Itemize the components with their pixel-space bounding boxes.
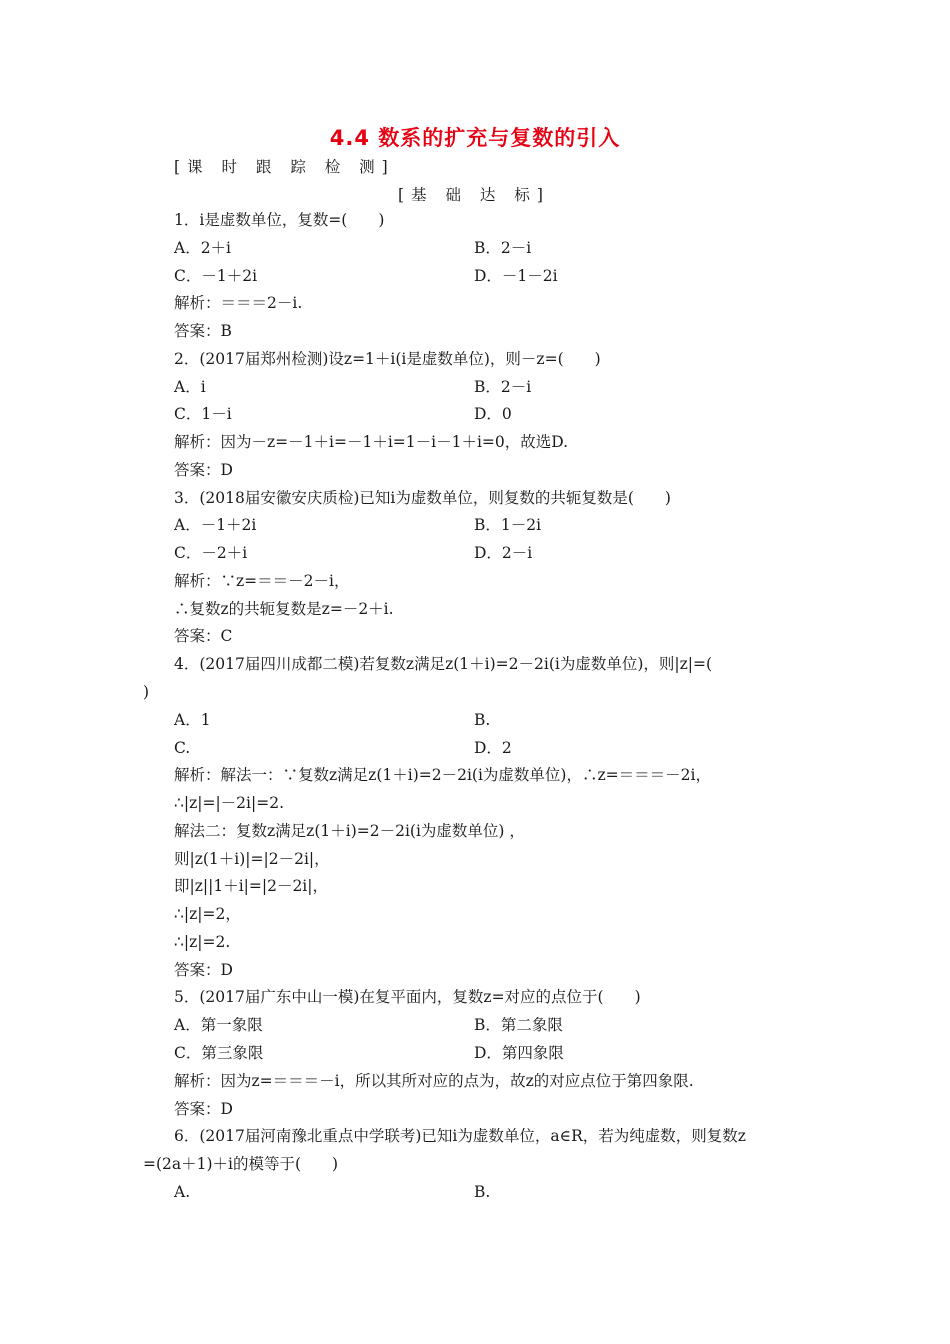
q4-option-c: C. (174, 739, 191, 757)
q4-analysis-line-6: ∴|z|=2， (174, 905, 241, 923)
page-title: 4.4 数系的扩充与复数的引入 (329, 126, 621, 150)
q2-option-b: B．2－i (474, 378, 532, 396)
q2-analysis: 解析：因为－z=－1＋i=－1＋i=1－i－1＋i=0，故选D. (174, 433, 569, 451)
q2-option-c: C．1－i (174, 405, 232, 423)
q1-stem: 1．i是虚数单位，复数=( ) (174, 211, 385, 229)
q4-stem-line-2: ) (143, 683, 150, 701)
q1-analysis: 解析：＝＝＝2－i. (174, 294, 303, 312)
q3-answer: 答案：C (174, 627, 233, 645)
q2-option-d: D．0 (474, 405, 512, 423)
q2-stem: 2．(2017届郑州检测)设z=1＋i(i是虚数单位)，则－z=( ) (174, 350, 601, 368)
q3-option-d: D．2－i (474, 544, 533, 562)
q4-analysis-line-4: 则|z(1＋i)|=|2－2i|， (174, 850, 330, 868)
q4-analysis-line-7: ∴|z|=2. (174, 933, 231, 951)
q5-analysis: 解析：因为z=＝＝＝－i，所以其所对应的点为，故z的对应点位于第四象限. (174, 1072, 694, 1090)
q1-answer: 答案：B (174, 322, 232, 340)
q6-stem-line-1: 6．(2017届河南豫北重点中学联考)已知i为虚数单位，a∈R，若为纯虚数，则复数z (174, 1127, 746, 1145)
q3-analysis-line-2: ∴复数z的共轭复数是z=－2＋i. (174, 600, 394, 618)
q4-answer: 答案：D (174, 961, 233, 979)
q3-option-a: A．－1＋2i (174, 516, 257, 534)
q1-option-c: C．－1＋2i (174, 267, 258, 285)
q6-option-b: B. (474, 1183, 491, 1201)
q2-answer: 答案：D (174, 461, 233, 479)
q4-option-a: A．1 (174, 711, 211, 729)
q3-stem: 3．(2018届安徽安庆质检)已知i为虚数单位，则复数的共轭复数是( ) (174, 489, 671, 507)
q4-analysis-line-1: 解析：解法一：∵复数z满足z(1＋i)=2－2i(i为虚数单位)，∴z=＝＝＝－2i， (174, 766, 711, 784)
q5-option-b: B．第二象限 (474, 1016, 563, 1034)
q3-option-c: C．－2＋i (174, 544, 248, 562)
q1-option-b: B．2－i (474, 239, 532, 257)
q4-option-d: D．2 (474, 739, 512, 757)
q4-option-b: B. (474, 711, 491, 729)
q4-analysis-line-3: 解法二：复数z满足z(1＋i)=2－2i(i为虚数单位) ， (174, 822, 525, 840)
q4-analysis-line-5: 即|z||1＋i|=|2－2i|， (174, 877, 328, 895)
q5-option-c: C．第三象限 (174, 1044, 264, 1062)
q1-option-d: D．－1－2i (474, 267, 558, 285)
q5-option-a: A．第一象限 (174, 1016, 263, 1034)
q5-stem: 5．(2017届广东中山一模)在复平面内，复数z=对应的点位于( ) (174, 988, 641, 1006)
subsection-header: [基 础 达 标] (398, 186, 550, 204)
q4-stem-line-1: 4．(2017届四川成都二模)若复数z满足z(1＋i)=2－2i(i为虚数单位)，则|z|=( (174, 655, 713, 673)
q5-answer: 答案：D (174, 1100, 233, 1118)
section-header: [课 时 跟 踪 检 测] (174, 158, 395, 176)
q3-option-b: B．1－2i (474, 516, 542, 534)
q6-option-a: A. (174, 1183, 191, 1201)
q5-option-d: D．第四象限 (474, 1044, 564, 1062)
q1-option-a: A．2＋i (174, 239, 232, 257)
q3-analysis-line-1: 解析：∵z=＝＝－2－i， (174, 572, 350, 590)
q2-option-a: A．i (174, 378, 206, 396)
q4-analysis-line-2: ∴|z|=|－2i|=2. (174, 794, 284, 812)
q6-stem-line-2: =(2a＋1)＋i的模等于( ) (143, 1155, 339, 1173)
